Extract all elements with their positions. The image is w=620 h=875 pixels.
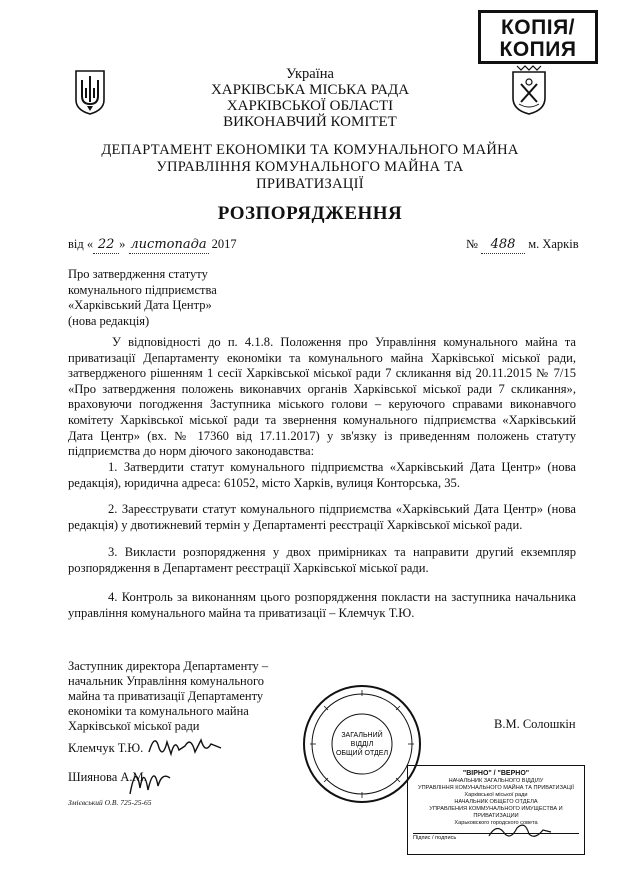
trident-emblem-icon <box>73 68 107 116</box>
city: м. Харків <box>528 237 579 251</box>
document-number: № 488 м. Харків <box>466 237 579 252</box>
round-stamp-line-1: ЗАГАЛЬНИЙ <box>341 732 383 739</box>
department-line-1: ДЕПАРТАМЕНТ ЕКОНОМІКИ ТА КОМУНАЛЬНОГО МАЙНА <box>101 142 519 158</box>
item-2: 2. Зареєструвати статут комунального підприємства «Харківський Дата Центр» (нова редакція) у двотижневий термін у Департаменті реєстрації Харківської міської ради. <box>68 502 576 532</box>
signatory-position: Заступник директора Департаменту – начальник Управління комунального майна та приватизації Департаменту економіки та комунального майна Харківської міської ради <box>68 659 269 733</box>
verno-signature-icon <box>485 818 555 844</box>
council: ХАРКІВСЬКА МІСЬКА РАДА <box>210 82 410 98</box>
document-title: РОЗПОРЯДЖЕННЯ <box>217 203 403 224</box>
date-line: від « 22 » листопада 2017 <box>68 237 237 252</box>
date-month: листопада <box>130 237 207 252</box>
round-stamp <box>300 682 424 806</box>
subject-block: Про затвердження статуту комунального підприємства «Харківський Дата Центр» (нова редакція) <box>68 267 217 328</box>
round-stamp-line-3: ОБЩИЙ ОТДЕЛ <box>335 750 389 757</box>
signatory-name: В.М. Солошкін <box>494 717 576 731</box>
item-1: 1. Затвердити статут комунального підприємства «Харківський Дата Центр» (нова редакція), юридична адреса: 61052, місто Харків, вулиця Конторська, 35. <box>68 460 576 490</box>
country: Україна <box>286 66 334 82</box>
executor-note: Змієвський О.В. 725-25-65 <box>68 798 152 807</box>
round-stamp-line-2: ВІДДІЛ <box>350 741 374 748</box>
department-line-3: ПРИВАТИЗАЦІЇ <box>256 176 364 192</box>
copy-stamp: КОПІЯ/ КОПИЯ <box>478 10 598 64</box>
item-4: 4. Контроль за виконанням цього розпорядження покласти на заступника начальника управління комунального майна та приватизації – Клемчук Т.Ю. <box>68 590 576 620</box>
verno-title: "ВІРНО" / "ВЕРНО" <box>462 770 530 777</box>
date-year: 2017 <box>211 237 237 251</box>
verno-stamp: "ВІРНО" / "ВЕРНО" НАЧАЛЬНИК ЗАГАЛЬНОГО ВІДДІЛУ УПРАВЛІННЯ КОМУНАЛЬНОГО МАЙНА ТА ПРИВАТИЗАЦІЇ Харківської міської ради НАЧАЛЬНИК ОБЩЕГО ОТДЕЛА УПРАВЛЕНИЯ КОММУНАЛЬНОГО ИМУЩЕСТВА И ПРИВАТИЗАЦИИ Харьковского городского совета Підпис / подпись <box>407 765 585 855</box>
committee: ВИКОНАВЧИЙ КОМІТЕТ <box>223 114 397 130</box>
item-3: 3. Викласти розпорядження у двох примірниках та направити другий екземпляр розпорядження в Департамент реєстрації Харківської міської ради. <box>68 545 576 575</box>
department-block <box>80 142 540 193</box>
letterhead <box>150 66 470 130</box>
number-value: 488 <box>481 237 525 254</box>
department-line-2: УПРАВЛІННЯ КОМУНАЛЬНОГО МАЙНА ТА <box>156 159 464 175</box>
preamble-paragraph: У відповідності до п. 4.1.8. Положення про Управління комунального майна та приватизації Департаменту економіки та комунального майна Харківської міської ради, затвердженого рішенням 1 сесії Харківської міської ради 7 скликання від 20.11.2015 № 7/15 «Про затвердження положень виконавчих органів Харківської міської ради 7 скликання», враховуючи погодження Заступника міського голови – керуючого справами виконавчого комітету Харківської міської ради та звернення комунального підприємства «Харківський Дата Центр» (вх. № 17360 від 17.11.2017) у зв'язку із приведенням положень статуту підприємства до норм діючого законодавства: <box>68 335 576 459</box>
kharkiv-coat-of-arms-icon <box>507 64 551 116</box>
signature-shyianova-icon <box>126 758 174 798</box>
signature-klemchuk-icon <box>145 728 225 760</box>
approval-klemchuk: Клемчук Т.Ю. <box>68 741 144 755</box>
region: ХАРКІВСЬКОЇ ОБЛАСТІ <box>226 98 394 114</box>
approval-shyianova: Шиянова А.М. <box>68 770 147 784</box>
date-day: 22 <box>93 237 119 254</box>
verno-sign-label: Підпис / подпись <box>413 833 579 842</box>
